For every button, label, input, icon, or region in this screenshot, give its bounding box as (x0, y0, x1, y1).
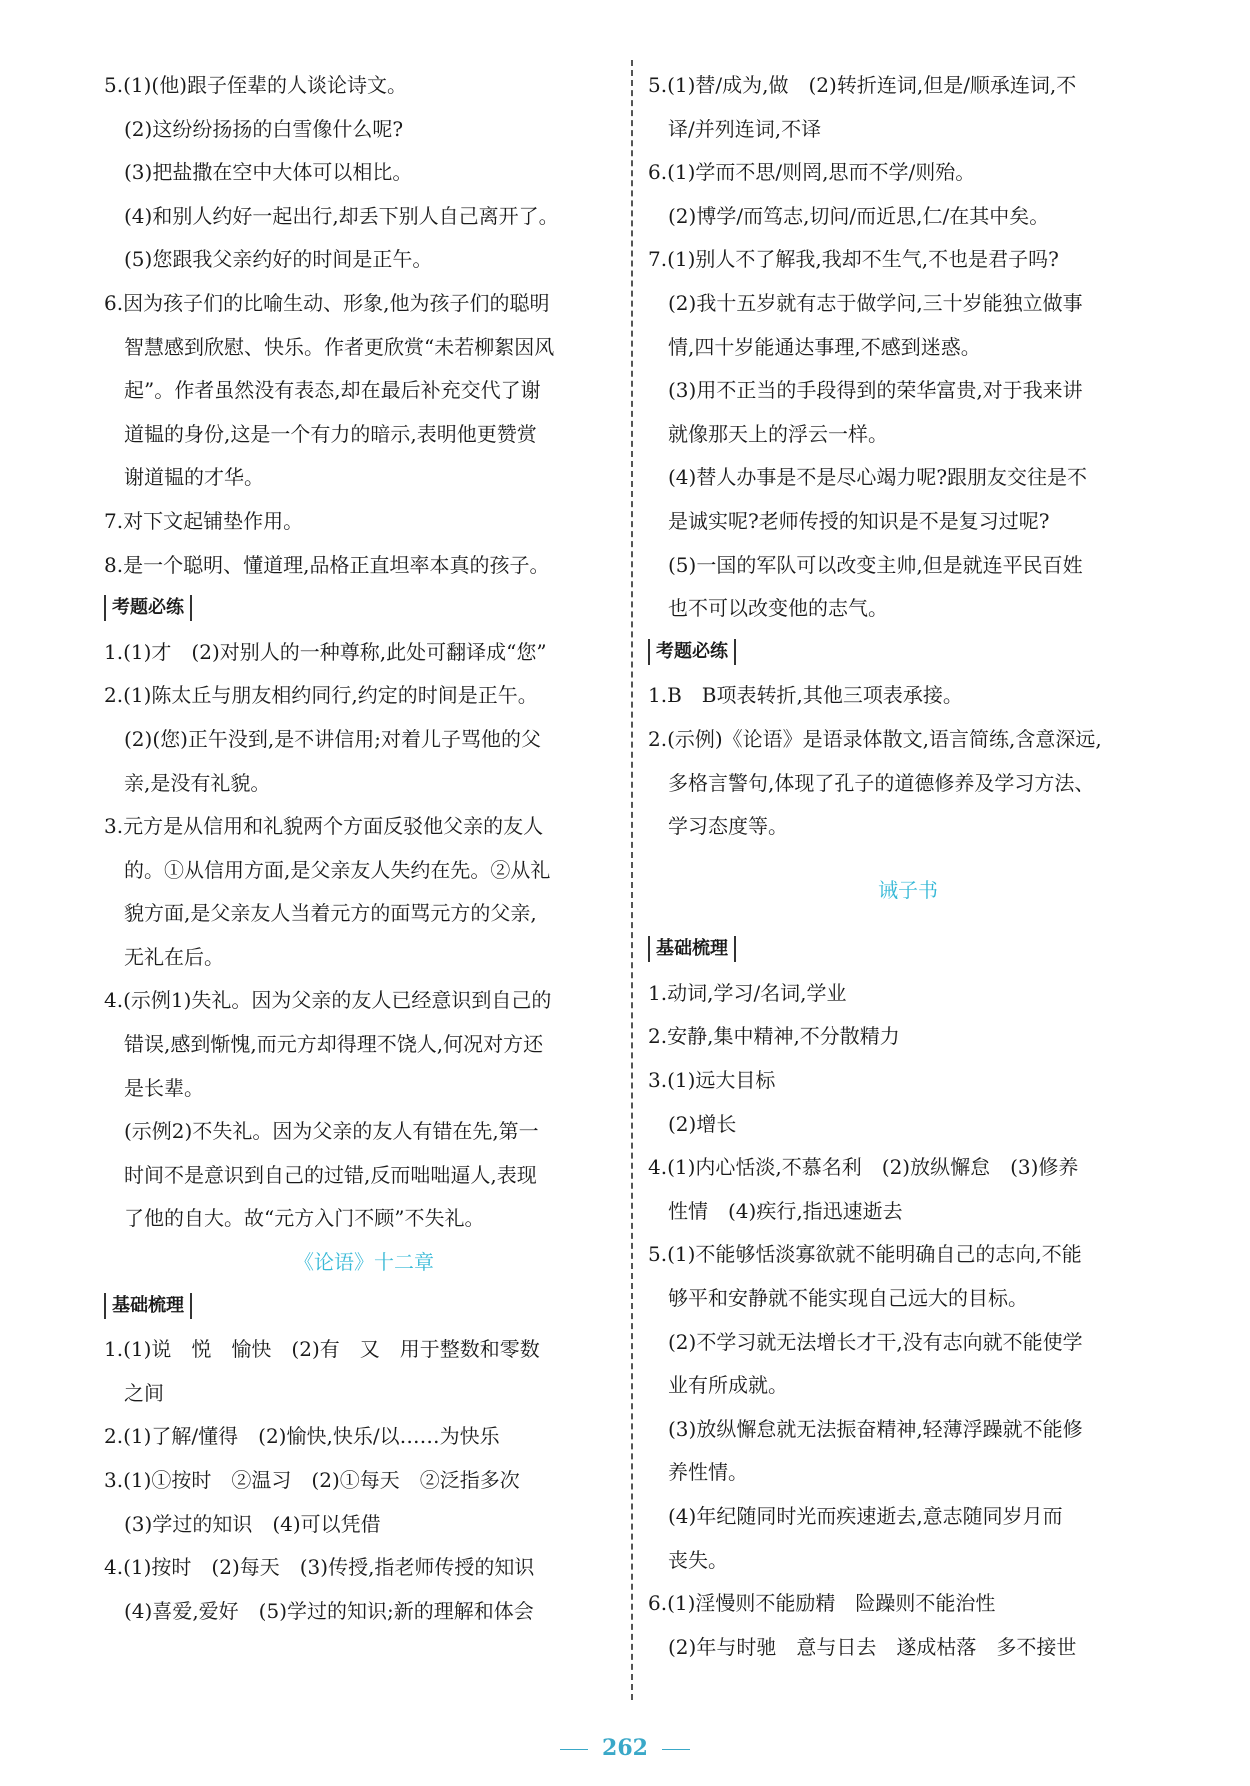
answer-line: 亲,是没有礼貌。 (124, 770, 271, 795)
answer-line: 5.(1)(他)跟子侄辈的人谈论诗文。 (104, 73, 408, 97)
answer-line: (3)用不正当的手段得到的荣华富贵,对于我来讲 (668, 378, 1083, 403)
answer-line: 够平和安静就不能实现自己远大的目标。 (668, 1286, 1028, 1311)
right-column (648, 64, 1168, 1669)
answer-line: 5.(1)替/成为,做 (2)转折连词,但是/顺承连词,不 (648, 73, 1077, 97)
answer-line: 1.动词,学习/名词,学业 (648, 980, 847, 1005)
answer-line: 道韫的身份,这是一个有力的暗示,表明他更赞赏 (124, 421, 537, 446)
answer-line: (2)这纷纷扬扬的白雪像什么呢? (124, 116, 404, 141)
answer-line: 业有所成就。 (668, 1373, 788, 1398)
page-number-rule (662, 1749, 690, 1750)
answer-line: 起”。作者虽然没有表态,却在最后补充交代了谢 (124, 378, 541, 403)
answer-line: 是长辈。 (124, 1075, 204, 1100)
answer-line: 时间不是意识到自己的过错,反而咄咄逼人,表现 (124, 1162, 537, 1187)
answer-line: (2)我十五岁就有志于做学问,三十岁能独立做事 (668, 290, 1083, 315)
left-lines-a (104, 64, 624, 587)
left-column (104, 64, 624, 1633)
answer-line: 了他的自大。故“元方入门不顾”不失礼。 (124, 1206, 485, 1231)
answer-line: (3)放纵懈怠就无法振奋精神,轻薄浮躁就不能修 (668, 1416, 1083, 1441)
right-lines-a (648, 64, 1168, 631)
right-lines-b (648, 674, 1168, 848)
column-divider (631, 60, 633, 1700)
answer-line: (示例2)不失礼。因为父亲的友人有错在先,第一 (124, 1119, 539, 1144)
answer-line: 4.(1)内心恬淡,不慕名利 (2)放纵懈怠 (3)修养 (648, 1155, 1079, 1180)
answer-line: 2.安静,集中精神,不分散精力 (648, 1024, 900, 1049)
answer-line: (3)把盐撒在空中大体可以相比。 (124, 160, 413, 185)
answer-line: 性情 (4)疾行,指迅速逝去 (668, 1198, 903, 1223)
answer-line: 多格言警句,体现了孔子的道德修养及学习方法、 (668, 770, 1095, 795)
answer-line: 2.(1)了解/懂得 (2)愉快,快乐/以……为快乐 (104, 1424, 500, 1449)
answer-line: 3.元方是从信用和礼貌两个方面反驳他父亲的友人 (104, 814, 544, 839)
left-lines-c (104, 1328, 624, 1633)
answer-line: 错误,感到惭愧,而元方却得理不饶人,何况对方还 (124, 1032, 544, 1057)
answer-line: (3)学过的知识 (4)可以凭借 (124, 1511, 381, 1536)
section-heading-exam-practice: 考题必练 (648, 639, 736, 665)
answer-line: 之间 (124, 1380, 164, 1405)
answer-line: 7.对下文起铺垫作用。 (104, 508, 304, 533)
page-number-text: 262 (602, 1735, 648, 1761)
answer-line: 8.是一个聪明、懂道理,品格正直坦率本真的孩子。 (104, 552, 550, 577)
right-lines-c (648, 972, 1168, 1670)
answer-line: 情,四十岁能通达事理,不感到迷惑。 (668, 334, 981, 359)
answer-line: (2)不学习就无法增长才干,没有志向就不能使学 (668, 1329, 1083, 1354)
answer-line: 丧失。 (668, 1547, 728, 1572)
section-heading-basics: 基础梳理 (104, 1293, 192, 1319)
answer-line: 貌方面,是父亲友人当着元方的面骂元方的父亲, (124, 901, 537, 926)
answer-line: 的。①从信用方面,是父亲友人失约在先。②从礼 (124, 857, 551, 882)
answer-line: 6.(1)淫慢则不能励精 险躁则不能治性 (648, 1591, 996, 1616)
answer-line: (2)增长 (668, 1111, 737, 1136)
answer-line: (5)一国的军队可以改变主帅,但是就连平民百姓 (668, 552, 1083, 577)
answer-line: 4.(示例1)失礼。因为父亲的友人已经意识到自己的 (104, 988, 552, 1013)
answer-line: 智慧感到欣慰、快乐。作者更欣赏“未若柳絮因风 (124, 334, 555, 359)
section-title-jiezishu: 诫子书 (878, 877, 938, 902)
answer-line: (2)博学/而笃志,切问/而近思,仁/在其中矣。 (668, 203, 1050, 228)
answer-line: 2.(示例)《论语》是语录体散文,语言简练,含意深远, (648, 726, 1102, 751)
section-title-lunyu: 《论语》十二章 (294, 1250, 434, 1275)
answer-line: 1.(1)说 悦 愉快 (2)有 又 用于整数和零数 (104, 1337, 540, 1362)
section-heading-basics: 基础梳理 (648, 936, 736, 962)
answer-line: 养性情。 (668, 1460, 748, 1485)
answer-line: (4)喜爱,爱好 (5)学过的知识;新的理解和体会 (124, 1598, 534, 1623)
answer-line: 1.(1)才 (2)对别人的一种尊称,此处可翻译成“您” (104, 639, 547, 664)
answer-line: 1.B B项表转折,其他三项表承接。 (648, 683, 963, 708)
answer-line: 4.(1)按时 (2)每天 (3)传授,指老师传授的知识 (104, 1555, 535, 1580)
answer-line: 谢道韫的才华。 (124, 465, 264, 490)
page-number-rule (560, 1749, 588, 1750)
answer-line: 3.(1)①按时 ②温习 (2)①每天 ②泛指多次 (104, 1468, 520, 1492)
answer-line: (4)年纪随同时光而疾速逝去,意志随同岁月而 (668, 1504, 1063, 1528)
answer-line: 学习态度等。 (668, 814, 788, 839)
answer-line: 2.(1)陈太丘与朋友相约同行,约定的时间是正午。 (104, 683, 538, 708)
answer-line: 就像那天上的浮云一样。 (668, 421, 888, 446)
answer-line: (4)替人办事是不是尽心竭力呢?跟朋友交往是不 (668, 465, 1088, 490)
answer-line: 无礼在后。 (124, 944, 224, 969)
answer-line: 7.(1)别人不了解我,我却不生气,不也是君子吗? (648, 247, 1059, 272)
answer-line: (4)和别人约好一起出行,却丢下别人自己离开了。 (124, 203, 559, 228)
section-heading-exam-practice: 考题必练 (104, 595, 192, 621)
answer-line: 5.(1)不能够恬淡寡欲就不能明确自己的志向,不能 (648, 1242, 1082, 1267)
answer-line: 6.(1)学而不思/则罔,思而不学/则殆。 (648, 160, 976, 185)
page-number (0, 1735, 1250, 1761)
answer-line: (2)年与时驰 意与日去 遂成枯落 多不接世 (668, 1634, 1077, 1659)
answer-line: (5)您跟我父亲约好的时间是正午。 (124, 247, 433, 272)
left-lines-b (104, 631, 624, 1241)
answer-line: 3.(1)远大目标 (648, 1068, 776, 1093)
answer-line: 是诚实呢?老师传授的知识是不是复习过呢? (668, 508, 1050, 533)
answer-line: 6.因为孩子们的比喻生动、形象,他为孩子们的聪明 (104, 290, 550, 315)
answer-line: (2)(您)正午没到,是不讲信用;对着儿子骂他的父 (124, 726, 542, 751)
answer-line: 译/并列连词,不译 (668, 116, 822, 141)
answer-line: 也不可以改变他的志气。 (668, 596, 888, 621)
